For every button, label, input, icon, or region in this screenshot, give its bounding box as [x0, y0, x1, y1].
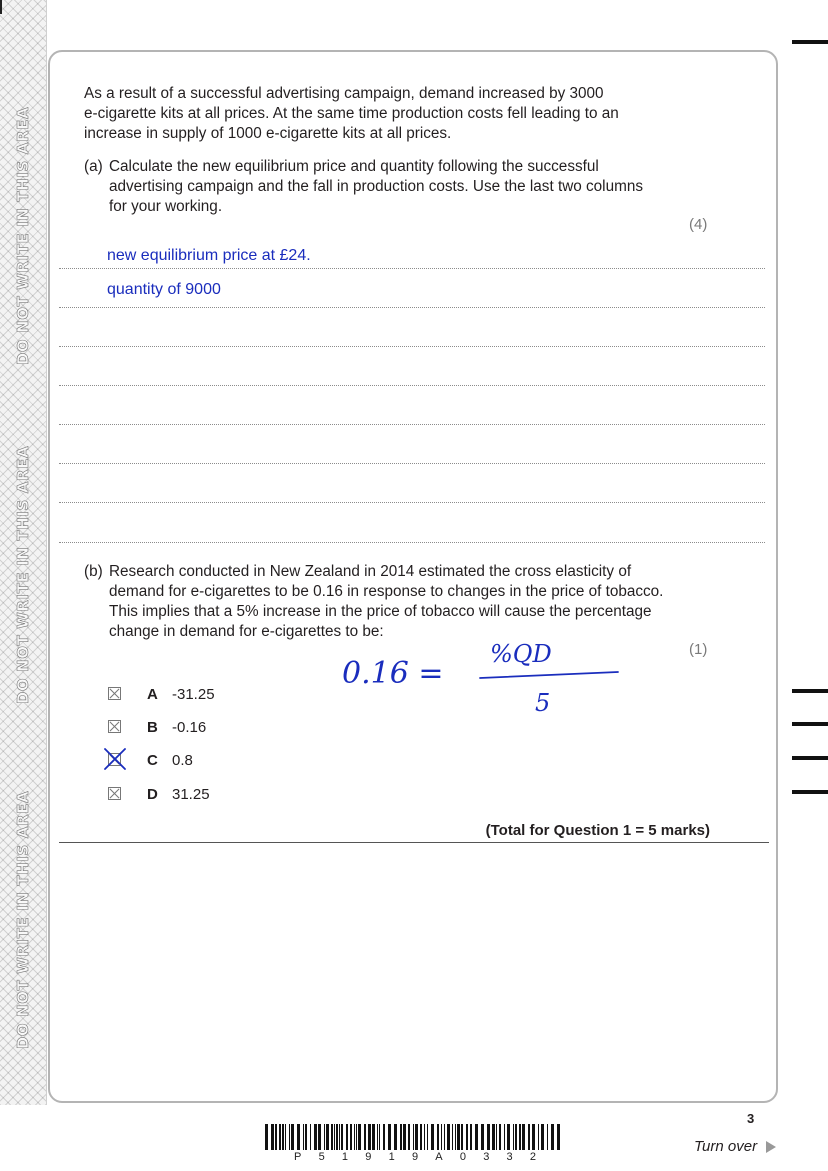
answer-rule: [59, 424, 765, 425]
answer-rule: [59, 463, 765, 464]
intro-line: increase in supply of 1000 e-cigarette kits at all prices.: [84, 125, 452, 142]
answer-rule: [59, 502, 765, 503]
registration-mark: [792, 756, 828, 760]
barcode-char: 1: [341, 1151, 349, 1163]
part-b-marks: (1): [689, 641, 708, 658]
barcode-bar: [377, 1124, 378, 1150]
margin-label-1: DO NOT WRITE IN THIS AREA: [14, 106, 32, 366]
part-a-line: for your working.: [109, 198, 223, 215]
barcode-bar: [318, 1124, 321, 1150]
turn-over-label: Turn over: [694, 1138, 758, 1155]
barcode-bar: [551, 1124, 554, 1150]
barcode-bar: [383, 1124, 385, 1150]
part-b-line: Research conducted in New Zealand in 2014 estimated the cross elasticity of: [109, 563, 632, 580]
barcode-bar: [487, 1124, 490, 1150]
barcode-bar: [455, 1124, 456, 1150]
barcode-bar: [457, 1124, 460, 1150]
barcode-bar: [424, 1124, 425, 1150]
barcode-bar: [326, 1124, 329, 1150]
barcode-bar: [504, 1124, 505, 1150]
part-b-line: demand for e-cigarettes to be 0.16 in response to changes in the price of tobacco.: [109, 583, 664, 600]
do-not-write-margin: [0, 0, 47, 1105]
answer-rule: [59, 268, 765, 269]
barcode-char: 2: [529, 1151, 536, 1163]
barcode-bar: [541, 1124, 544, 1150]
answer-rule: [59, 346, 765, 347]
barcode-bar: [364, 1124, 366, 1150]
page-number: 3: [747, 1111, 755, 1126]
answer-line-1[interactable]: new equilibrium price at £24.: [107, 247, 311, 264]
barcode-bar: [408, 1124, 410, 1150]
answer-rule: [59, 307, 765, 308]
barcode: [265, 1124, 565, 1150]
barcode-bar: [303, 1124, 304, 1150]
barcode-bar: [466, 1124, 468, 1150]
barcode-bar: [400, 1124, 402, 1150]
registration-mark: [792, 689, 828, 693]
barcode-char: 1: [388, 1151, 395, 1163]
barcode-bar: [305, 1124, 307, 1150]
barcode-bar: [265, 1124, 268, 1150]
barcode-bar: [350, 1124, 352, 1150]
barcode-bar: [336, 1124, 338, 1150]
barcode-bar: [492, 1124, 495, 1150]
part-b-line: change in demand for e-cigarettes to be:: [109, 623, 384, 640]
barcode-char: 0: [459, 1151, 466, 1163]
option-letter: D: [147, 786, 158, 803]
registration-mark: [792, 790, 828, 794]
barcode-bar: [324, 1124, 325, 1150]
part-a-line: Calculate the new equilibrium price and quantity following the successful: [109, 158, 599, 175]
barcode-text: [294, 1151, 536, 1163]
part-a-marks: (4): [689, 216, 708, 233]
option-value: -0.16: [172, 719, 207, 736]
barcode-char: 3: [483, 1151, 490, 1163]
barcode-bar: [532, 1124, 535, 1150]
barcode-char: A: [435, 1151, 443, 1163]
barcode-bar: [372, 1124, 375, 1150]
answer-rule: [59, 542, 765, 543]
barcode-bar: [475, 1124, 478, 1150]
part-a-line: advertising campaign and the fall in production costs. Use the last two columns: [109, 178, 643, 195]
barcode-bar: [538, 1124, 539, 1150]
intro-line: As a result of a successful advertising campaign, demand increased by 3000: [84, 85, 604, 102]
answer-line-2[interactable]: quantity of 9000: [107, 281, 221, 298]
barcode-bar: [331, 1124, 333, 1150]
barcode-bar: [310, 1124, 311, 1150]
barcode-bar: [507, 1124, 510, 1150]
turn-over-arrow-icon: [766, 1141, 776, 1153]
barcode-bar: [282, 1124, 284, 1150]
option-value: -31.25: [172, 686, 215, 703]
barcode-bar: [314, 1124, 317, 1150]
option-letter: B: [147, 719, 158, 736]
margin-label-2: DO NOT WRITE IN THIS AREA: [14, 445, 32, 705]
selected-cross-icon: [103, 747, 127, 771]
barcode-bar: [427, 1124, 428, 1150]
handwriting-lhs: 0.16 =: [342, 656, 444, 691]
barcode-bar: [481, 1124, 484, 1150]
barcode-bar: [547, 1124, 548, 1150]
checkbox-icon[interactable]: [108, 687, 121, 700]
barcode-bar: [528, 1124, 530, 1150]
barcode-bar: [346, 1124, 348, 1150]
barcode-bar: [289, 1124, 290, 1150]
barcode-bar: [415, 1124, 418, 1150]
barcode-bar: [452, 1124, 453, 1150]
barcode-bar: [285, 1124, 286, 1150]
handwritten-working: [330, 636, 630, 718]
intro-line: e-cigarette kits at all prices. At the same time production costs fell leading to an: [84, 105, 619, 122]
barcode-bar: [413, 1124, 414, 1150]
barcode-bar: [339, 1124, 340, 1150]
option-letter: C: [147, 752, 158, 769]
option-value: 0.8: [172, 752, 193, 769]
barcode-char: 3: [506, 1151, 513, 1163]
barcode-bar: [388, 1124, 391, 1150]
barcode-bar: [441, 1124, 442, 1150]
registration-mark: [792, 722, 828, 726]
barcode-bar: [437, 1124, 439, 1150]
barcode-bar: [444, 1124, 445, 1150]
fraction-bar: [480, 672, 618, 678]
barcode-bar: [356, 1124, 357, 1150]
question-end-rule: [59, 842, 769, 843]
checkbox-icon[interactable]: [108, 720, 121, 733]
barcode-bar: [275, 1124, 277, 1150]
barcode-bar: [513, 1124, 514, 1150]
barcode-char: 9: [411, 1151, 419, 1163]
checkbox-icon[interactable]: [108, 787, 121, 800]
barcode-bar: [358, 1124, 361, 1150]
part-a-label: (a): [84, 158, 103, 175]
barcode-bar: [379, 1124, 380, 1150]
barcode-bar: [470, 1124, 472, 1150]
barcode-bar: [519, 1124, 521, 1150]
part-b-line: This implies that a 5% increase in the price of tobacco will cause the percentage: [109, 603, 652, 620]
answer-rule: [59, 385, 765, 386]
barcode-bar: [394, 1124, 397, 1150]
barcode-bar: [431, 1124, 434, 1150]
barcode-char: 5: [318, 1151, 325, 1163]
barcode-bar: [496, 1124, 497, 1150]
crop-mark-top: [0, 0, 2, 14]
barcode-bar: [420, 1124, 422, 1150]
barcode-bar: [279, 1124, 281, 1150]
barcode-bar: [499, 1124, 501, 1150]
option-value: 31.25: [172, 786, 210, 803]
handwriting-numerator: %QD: [490, 640, 552, 668]
barcode-bar: [341, 1124, 343, 1150]
barcode-bar: [291, 1124, 294, 1150]
barcode-bar: [522, 1124, 525, 1150]
barcode-char: P: [294, 1151, 302, 1163]
barcode-bar: [515, 1124, 517, 1150]
barcode-char: 9: [365, 1151, 372, 1163]
handwriting-denominator: 5: [535, 689, 551, 717]
barcode-bar: [334, 1124, 335, 1150]
part-b-label: (b): [84, 563, 103, 580]
barcode-bar: [557, 1124, 560, 1150]
barcode-bar: [297, 1124, 300, 1150]
barcode-bar: [461, 1124, 463, 1150]
barcode-bar: [354, 1124, 355, 1150]
registration-mark: [792, 40, 828, 44]
barcode-bar: [368, 1124, 371, 1150]
barcode-bar: [271, 1124, 274, 1150]
barcode-bar: [403, 1124, 406, 1150]
question-total: (Total for Question 1 = 5 marks): [485, 822, 710, 839]
margin-label-3: DO NOT WRITE IN THIS AREA: [14, 790, 32, 1050]
option-letter: A: [147, 686, 158, 703]
barcode-bar: [447, 1124, 450, 1150]
